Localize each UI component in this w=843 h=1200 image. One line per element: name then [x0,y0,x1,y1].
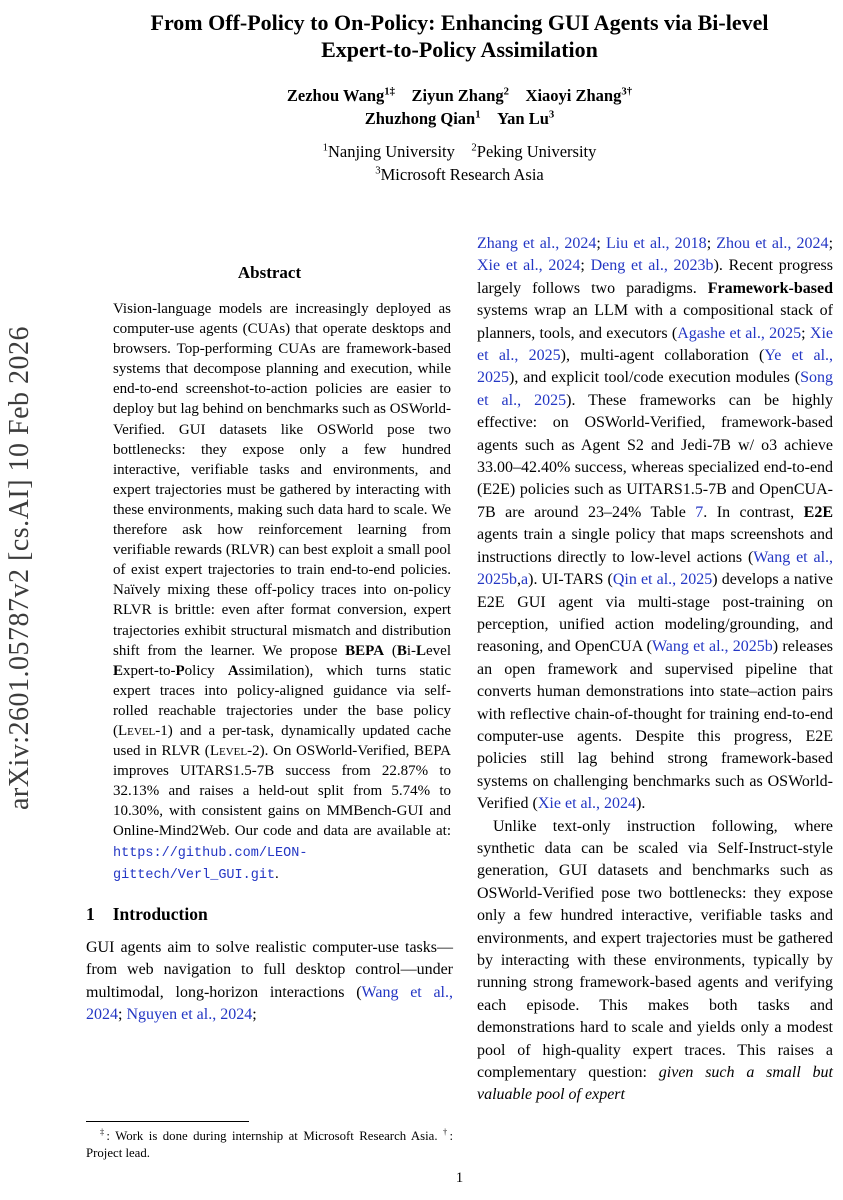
text-segment: evel [426,642,451,659]
text-segment: A [227,662,239,679]
text-segment: Level-1 [118,722,168,739]
citation-link[interactable]: Zhou et al., 2024 [716,235,829,252]
paper-content [86,0,833,1200]
text-segment: ). [636,795,646,813]
text-segment: , [517,571,521,589]
text-segment [509,86,526,105]
citation-link[interactable]: Song et al., 2025 [477,369,833,409]
citation-link[interactable]: Xie et al., 2025 [477,324,833,365]
text-segment: 2 [471,141,477,154]
citation-link[interactable]: Wang et al., 2024 [86,983,453,1023]
text-segment: 1‡ [384,85,395,98]
text-segment: † [443,1127,450,1137]
paper-title: From Off-Policy to On-Policy: Enhancing GUI Agents via Bi-level Expert-to-Policy Assimilation [150,10,769,62]
text-segment: 3 [375,164,381,177]
url-link[interactable]: https://github.com/LEON-gittech/Verl_GUI.git [113,845,308,883]
text-segment: 3† [621,85,633,98]
text-segment: ). These frameworks can be highly effective: on OSWorld-Verified, framework-based agents such as Agent S2 and Jedi-7B w/ o3 achieve 33.00–42.40% success, whereas specialized end-to-end (E2E) policies such as UITARS1.5-7B and OpenCUA-7B are around 23–24% Table [477,391,833,521]
citation-link[interactable]: Wang et al., 2025b [651,638,773,656]
text-segment: B [396,642,407,659]
text-segment: ; [252,1005,257,1023]
text-segment: olicy [184,662,228,679]
text-segment: ), multi-agent collaboration ( [560,347,765,365]
text-segment: ; [706,235,717,252]
left-column [86,233,453,1161]
two-column-body [86,233,833,1161]
citation-link[interactable]: Xie et al., 2024 [537,795,637,813]
authors-line-2 [86,107,833,130]
text-segment: ( [384,642,397,659]
text-segment: ; [580,257,591,275]
right-paragraph-2 [477,816,833,1107]
abstract-heading: Abstract [237,263,302,282]
text-segment: ). Recent progress largely follows two paradigms. [477,257,833,297]
text-segment: xpert-to- [123,662,176,679]
text-segment: Ziyun Zhang [411,86,504,105]
text-segment [481,109,498,128]
citation-link[interactable]: a [521,571,529,589]
text-segment: P [175,662,185,679]
citation-link[interactable]: Nguyen et al., 2024 [126,1005,253,1023]
citation-link[interactable]: Xie et al., 2024 [477,257,581,275]
text-segment: . [275,865,279,882]
text-segment: i- [406,642,416,659]
section-number: 1 [86,903,95,924]
text-segment: BEPA [345,642,385,659]
text-segment: Yan Lu [497,109,549,128]
text-segment: ; [118,1005,127,1023]
text-segment: agents train a single policy that maps screenshots and instructions directly to low-level actions ( [477,526,833,566]
right-column [477,233,833,1161]
text-segment: Xiaoyi Zhang [525,86,622,105]
footnote-text [86,1128,453,1161]
text-segment: L [416,642,427,659]
text-segment: ssimilation), which turns static expert traces into policy-aligned guidance via self-rolled reachable trajectories under the base policy ( [113,662,451,739]
text-segment: Framework-based [707,279,833,297]
citation-link[interactable]: 7 [695,503,704,521]
text-segment: Nanjing University [327,142,455,161]
footnote [86,1121,453,1161]
text-segment: Vision-language models are increasingly deployed as computer-use agents (CUAs) that operate desktops and browsers. Top-performing CUAs are framework-based systems that decompose planning and execution, while end-to-end screenshot-to-action policies are easier to deploy but lag behind on benchmarks such as OSWorld-Verified. GUI datasets like OSWorld pose two bottlenecks: they expose only a few hundred interactive, verifiable tasks and environments, and expert trajectories must be gathered by interacting with these environments, making such data hard to scale. We therefore ask how reinforcement learning from verifiable rewards (RLVR) can best exploit a small pool of exist expert trajectories to train end-to-end policies. Naïvely mixing these off-policy traces into on-policy RLVR is brittle: even after format conversion, expert trajectories exhibit structural mismatch and distribution shift from the learner. We propose [113,301,451,659]
authors-line-1 [86,84,833,107]
text-segment: : Work is done during internship at Microsoft Research Asia. [106,1129,444,1143]
text-segment: 1 [475,108,481,121]
text-segment: Level-2 [209,743,260,760]
citation-link[interactable]: Ye et al., 2025 [477,347,834,387]
text-segment: ). UI-TARS ( [528,571,613,589]
text-segment: ) releases an open framework and supervised pipeline that converts human demonstrations into state–action pairs with reflective chain-of-thought for training end-to-end computer-use agents. Despite this progress, E2E policies still lag behind strong framework-based systems on challenging benchmarks such as OSWorld-Verified ( [477,638,834,813]
text-segment: Microsoft Research Asia [380,165,544,184]
text-segment: ; [596,235,606,252]
text-segment: Unlike text-only instruction following, where synthetic data can be scaled via Self-Instruct-style generation, GUI datasets and benchmarks such as OSWorld-Verified pose two bottlenecks: they expose only a few hundred interactive, verifiable tasks and environments, and expert trajectories must be gathered by interacting with these environments, typically by running strong framework-based agents and verifying each episode. This makes both tasks and demonstrations hard to scale and yields only a modest pool of high-quality expert traces. This raises a complementary question: [477,817,833,1082]
citation-link[interactable]: Wang et al., 2025b [477,548,834,589]
text-segment: E [113,662,124,679]
arxiv-watermark: arXiv:2601.05787v2 [cs.AI] 10 Feb 2026 [4,325,35,811]
section-1-heading [86,904,453,925]
text-segment: ). On OSWorld-Verified, BEPA improves UITARS1.5-7B success from 22.87% to 32.13% and raises a held-out split from 5.74% to 10.30%, with consistent gains on MMBench-GUI and Online-Mind2Web. Our code and data are available at: [113,743,451,840]
abstract-body [86,299,453,886]
page-number: 1 [455,1170,464,1186]
text-segment: ; [801,324,810,342]
text-segment: . In contrast, [703,503,804,521]
text-segment [455,142,472,161]
text-segment: 1 [322,141,328,154]
text-segment: Zhuzhong Qian [364,109,476,128]
text-segment: ), and explicit tool/code execution modules ( [509,369,801,387]
text-segment: 3 [548,108,555,121]
citation-link[interactable]: Zhang et al., 2024 [477,235,597,252]
text-segment: : Project lead. [86,1129,454,1160]
intro-paragraph [86,937,453,1027]
text-segment [395,86,412,105]
section-title: Introduction [112,903,208,924]
text-segment: given such a small but valuable pool of expert [477,1064,834,1104]
text-segment: 2 [503,85,510,98]
citation-link[interactable]: Deng et al., 2023b [590,257,714,275]
text-segment: GUI agents aim to solve realistic computer-use tasks—from web navigation to full desktop control—under multimodal, long-horizon interactions ( [86,938,453,1001]
affiliation-line-2 [86,163,833,186]
citation-link[interactable]: Agashe et al., 2025 [677,324,802,342]
text-segment: ) develops a native E2E GUI agent via multi-stage post-training on perception, unified action modeling/grounding, and reasoning, and OpenCUA ( [477,571,834,656]
affiliations-block [86,140,833,186]
text-segment: systems wrap an LLM with a compositional stack of planners, tools, and executors ( [477,302,833,342]
text-segment: ) and a per-task, dynamically updated cache used in RLVR ( [113,722,451,760]
authors-block [86,84,833,130]
text-segment: ‡ [100,1127,107,1137]
text-segment: E2E [803,503,833,521]
text-segment: Zezhou Wang [286,86,385,105]
affiliation-line-1 [86,140,833,163]
citation-link[interactable]: Liu et al., 2018 [605,235,707,252]
text-segment: ; [828,235,834,252]
right-paragraph-1 [477,233,833,816]
footnote-rule [86,1121,249,1122]
citation-link[interactable]: Qin et al., 2025 [612,571,713,589]
text-segment: Peking University [476,142,597,161]
